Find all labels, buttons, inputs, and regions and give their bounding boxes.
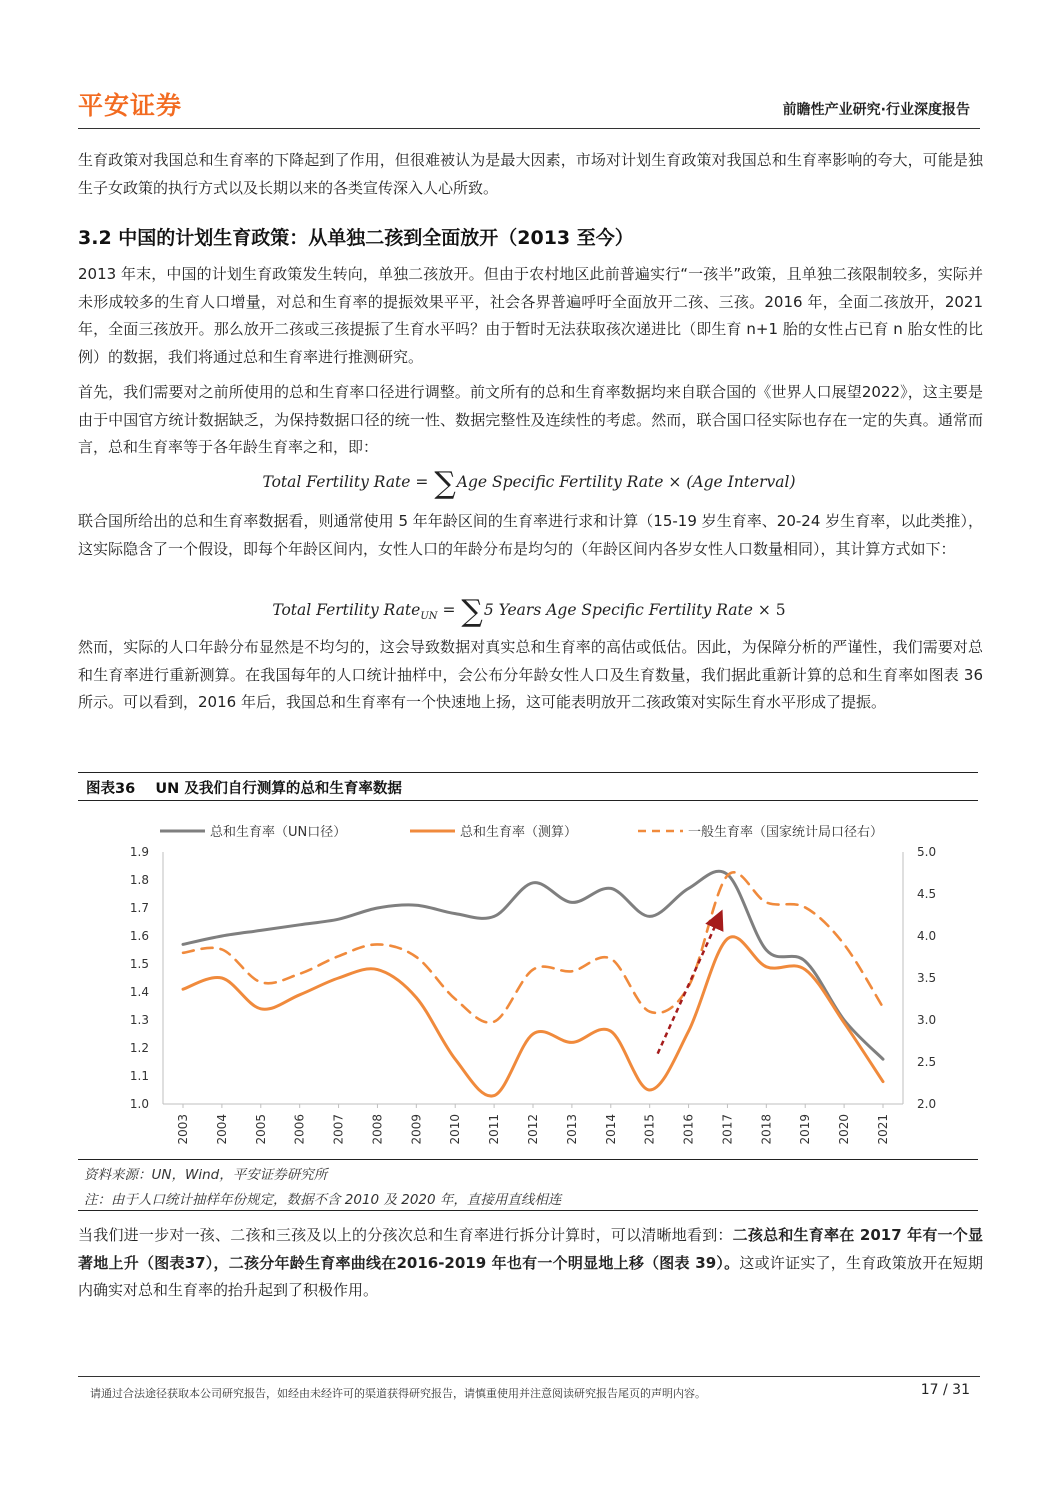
conclusion-paragraph xyxy=(78,1222,983,1305)
y-right-tick-label: 3.0 xyxy=(917,1013,937,1027)
intro-paragraph: 生育政策对我国总和生育率的下降起到了作用，但很难被认为是最大因素，市场对计划生育政策对我国总和生育率影响的夸大，可能是独生子女政策的执行方式以及长期以来的各类宣传深入人心所致。 xyxy=(78,151,983,197)
conclusion-text-1: 当我们进一步对一孩、二孩和三孩及以上的分孩次总和生育率进行拆分计算时，可以清晰地看到： xyxy=(78,1226,733,1244)
conclusion-text-2: 这或许证实了，生育政策放开在短期内确实对总和生育率的抬升起到了积极作用。 xyxy=(78,1253,983,1299)
formula-tfr xyxy=(0,466,1058,501)
formula-tfr-sum: ∑ xyxy=(434,466,456,501)
chart-bottom-rule xyxy=(78,1159,978,1160)
source-note: 资料来源：UN，Wind，平安证券研究所 xyxy=(84,1167,328,1183)
conclusion-emphasis: 二孩总和生育率在 2017 年有一个显著地上升（图表37），二孩分年龄生育率曲线在2016-2019 年也有一个明显地上移（图表 39）。 xyxy=(78,1226,983,1272)
data-note: 注：由于人口统计抽样年份规定，数据不含 2010 及 2020 年，直接用直线相连 xyxy=(84,1192,562,1208)
paragraph-un-method: 联合国所给出的总和生育率数据看，则通常使用 5 年年龄区间的生育率进行求和计算（15-19 岁生育率、20-24 岁生育率，以此类推），这实际隐含了一个假设，即每个年龄区间内，女性人口的年龄分布是均匀的（年龄区间内各岁女性人口数量相同），其计算方式如下： xyxy=(78,512,983,558)
chart-legend xyxy=(160,824,883,840)
y-left-tick-label: 1.8 xyxy=(129,873,149,887)
formula-tfr-lhs: Total Fertility Rate xyxy=(262,473,411,491)
y-left-tick-label: 1.3 xyxy=(129,1013,149,1027)
formula-un-rhs: 5 Years Age Specific Fertility Rate xyxy=(483,601,753,619)
fertility-line-chart xyxy=(78,812,978,1152)
paragraph-policy: 2013 年末，中国的计划生育政策发生转向，单独二孩放开。但由于农村地区此前普遍实行“一孩半”政策，且单独二孩限制较多，实际并未形成较多的生育人口增量，对总和生育率的提振效果平平，社会各界普遍呼吁全面放开二孩、三孩。2016 年，全面二孩放开，2021 年，全面三孩放开。那么放开二孩或三孩提振了生育水平吗？由于暂时无法获取孩次递进比（即生育 n+1 胎的女性占已育 n 胎女性的比例）的数据，我们将通过总和生育率进行推测研究。 xyxy=(78,265,983,366)
formula-tfr-un xyxy=(0,594,1058,629)
formula-un-times: × xyxy=(757,601,771,619)
y-left-tick-label: 1.6 xyxy=(129,929,149,943)
report-category: 前瞻性产业研究·行业深度报告 xyxy=(782,102,970,118)
y-right-tick-label: 4.0 xyxy=(917,929,937,943)
formula-tfr-rhs2: (Age Interval) xyxy=(686,473,796,491)
y-right-tick-label: 3.5 xyxy=(917,971,937,985)
paragraph-adjustment: 首先，我们需要对之前所使用的总和生育率口径进行调整。前文所有的总和生育率数据均来自联合国的《世界人口展望2022》，这主要是由于中国官方统计数据缺乏，为保持数据口径的统一性、数据完整性及连续性的考虑。然而，联合国口径实际也存在一定的失真。通常而言，总和生育率等于各年龄生育率之和，即： xyxy=(78,383,983,456)
x-tick-label: 2015 xyxy=(642,1114,657,1145)
x-tick-label: 2018 xyxy=(759,1114,774,1145)
paragraph-recalc: 然而，实际的人口年龄分布显然是不均匀的，这会导致数据对真实总和生育率的高估或低估。因此，为保障分析的严谨性，我们需要对总和生育率进行重新测算。在我国每年的人口统计抽样中，会公布分年龄女性人口及生育数量，我们据此重新计算的总和生育率如图表 36 所示。可以看到，2016 年后，我国总和生育率有一个快速地上扬，这可能表明放开二孩政策对实际生育水平形成了提振。 xyxy=(78,638,983,711)
figure-title-bar xyxy=(78,772,978,801)
y-right-tick-label: 4.5 xyxy=(917,887,937,901)
y-left-tick-label: 1.2 xyxy=(129,1041,149,1055)
x-tick-label: 2007 xyxy=(331,1114,346,1145)
figure-label: 图表36 xyxy=(86,781,136,797)
y-left-tick-label: 1.9 xyxy=(129,845,149,859)
x-tick-label: 2010 xyxy=(448,1114,463,1145)
formula-un-sum: ∑ xyxy=(461,594,483,629)
y-right-tick-label: 5.0 xyxy=(917,845,937,859)
formula-un-eq: = xyxy=(442,601,456,619)
footer-disclaimer: 请通过合法途径获取本公司研究报告，如经由未经许可的渠道获得研究报告，请慎重使用并注意阅读研究报告尾页的声明内容。 xyxy=(90,1387,706,1400)
series-line-0 xyxy=(183,871,883,1059)
formula-tfr-eq: = xyxy=(415,473,429,491)
y-right-tick-label: 2.0 xyxy=(917,1097,937,1111)
y-left-tick-label: 1.0 xyxy=(129,1097,149,1111)
x-tick-label: 2013 xyxy=(564,1114,579,1145)
y-right-tick-label: 2.5 xyxy=(917,1055,937,1069)
x-tick-label: 2019 xyxy=(798,1114,813,1145)
x-tick-label: 2011 xyxy=(487,1114,502,1145)
y-left-tick-label: 1.1 xyxy=(129,1069,149,1083)
section-title: 3.2 中国的计划生育政策：从单独二孩到全面放开（2013 至今） xyxy=(78,227,634,249)
x-tick-label: 2003 xyxy=(176,1114,190,1145)
chart-axes xyxy=(130,845,936,1145)
legend-label-1: 总和生育率（测算） xyxy=(460,825,578,840)
x-tick-label: 2021 xyxy=(876,1114,890,1145)
x-tick-label: 2016 xyxy=(681,1114,696,1145)
x-tick-label: 2008 xyxy=(370,1114,385,1145)
brand-logo: 平安证券 xyxy=(78,91,183,120)
formula-tfr-rhs: Age Specific Fertility Rate xyxy=(456,473,664,491)
x-tick-label: 2012 xyxy=(526,1114,540,1145)
formula-un-rhs2: 5 xyxy=(775,601,786,619)
x-tick-label: 2005 xyxy=(253,1114,268,1145)
header-divider xyxy=(78,128,980,129)
x-tick-label: 2017 xyxy=(720,1114,735,1145)
y-left-tick-label: 1.7 xyxy=(129,901,149,915)
x-tick-label: 2009 xyxy=(409,1114,424,1145)
footer-divider xyxy=(78,1376,980,1377)
x-tick-label: 2020 xyxy=(837,1114,852,1145)
x-tick-label: 2004 xyxy=(214,1114,229,1145)
formula-un-sub: UN xyxy=(420,611,438,623)
formula-tfr-times: × xyxy=(668,473,682,491)
figure-caption: UN 及我们自行测算的总和生育率数据 xyxy=(155,781,402,797)
x-tick-label: 2006 xyxy=(292,1114,307,1145)
chart-series xyxy=(183,871,883,1096)
formula-un-lhs: Total Fertility Rate xyxy=(272,601,421,619)
x-tick-label: 2014 xyxy=(603,1114,618,1145)
y-left-tick-label: 1.4 xyxy=(129,985,149,999)
figure-title xyxy=(86,777,402,798)
series-line-1 xyxy=(183,937,883,1096)
note-divider xyxy=(78,1210,978,1211)
page-number: 17 / 31 xyxy=(920,1382,970,1398)
legend-label-2: 一般生育率（国家统计局口径右） xyxy=(688,825,884,840)
legend-label-0: 总和生育率（UN口径） xyxy=(210,825,347,840)
y-left-tick-label: 1.5 xyxy=(129,957,149,971)
